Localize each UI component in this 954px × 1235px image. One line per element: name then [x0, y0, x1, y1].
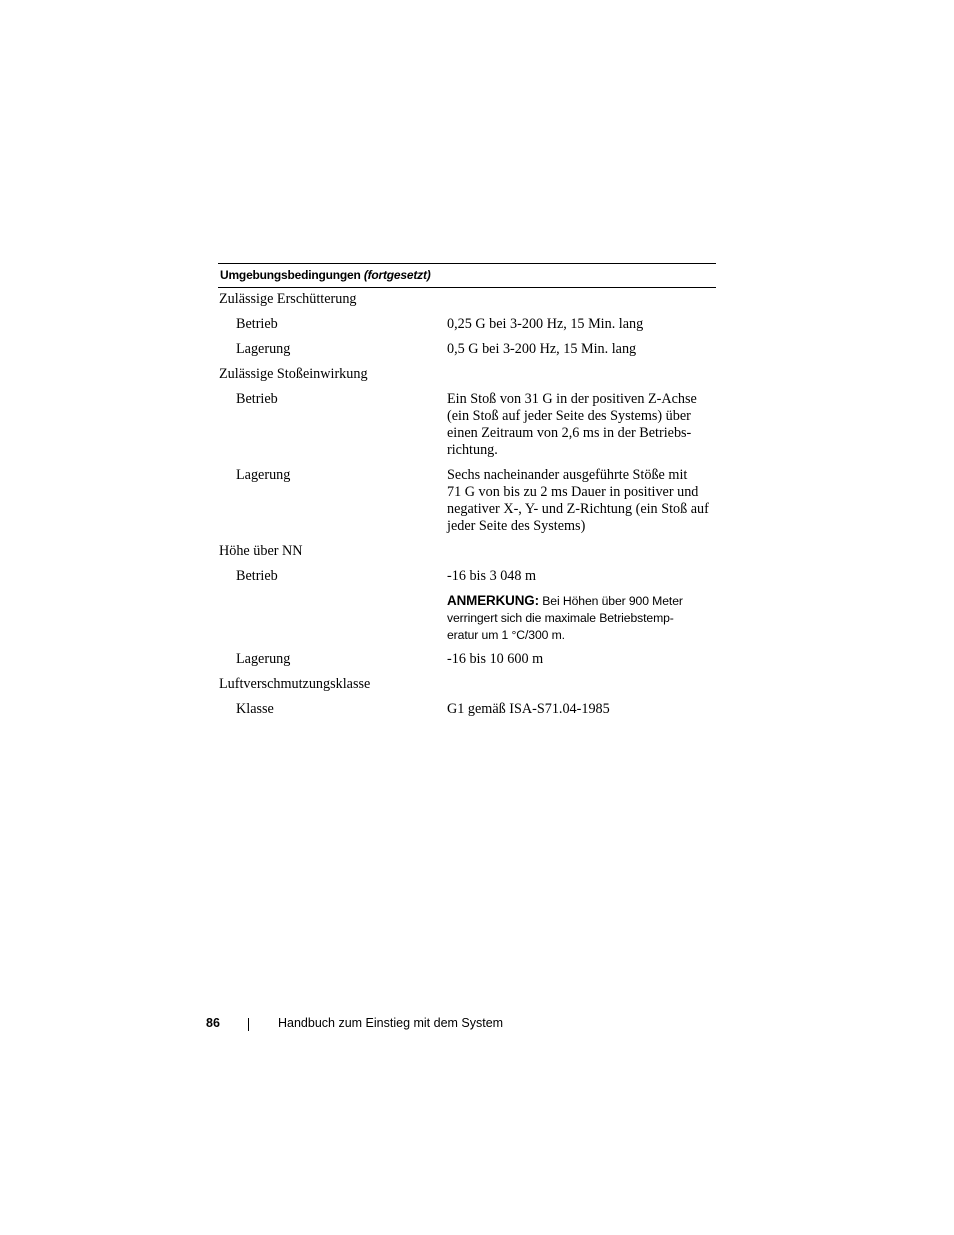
value-line: einen Zeitraum von 2,6 ms in der Betriebs-	[447, 425, 692, 441]
row-label: Lagerung	[236, 467, 291, 483]
row-label: Lagerung	[236, 341, 291, 357]
section-title-vibration: Zulässige Erschütterung	[219, 291, 357, 307]
row-value	[447, 391, 715, 459]
note-block	[447, 592, 715, 644]
note-text: Bei Höhen über 900 Meter	[542, 594, 683, 608]
value-line: 71 G von bis zu 2 ms Dauer in positiver und	[447, 484, 699, 500]
section-title-altitude: Höhe über NN	[219, 543, 303, 559]
row-value	[447, 467, 715, 535]
section-title-airborne-contaminant: Luftverschmutzungsklasse	[219, 676, 371, 692]
value-line: negativer X-, Y- und Z-Richtung (ein Stoß auf	[447, 501, 709, 517]
row-value: -16 bis 10 600 m	[447, 651, 544, 667]
row-value: 0,25 G bei 3-200 Hz, 15 Min. lang	[447, 316, 644, 332]
value-line: (ein Stoß auf jeder Seite des Systems) über	[447, 408, 691, 424]
section-title-shock: Zulässige Stoßeinwirkung	[219, 366, 368, 382]
table-title: Umgebungsbedingungen (fortgesetzt)	[220, 268, 431, 282]
value-line: jeder Seite des Systems)	[447, 518, 586, 534]
note-title: ANMERKUNG:	[447, 593, 539, 608]
footer-divider	[248, 1018, 249, 1031]
row-label: Betrieb	[236, 568, 278, 584]
note-line: eratur um 1 °C/300 m.	[447, 628, 565, 642]
row-value: -16 bis 3 048 m	[447, 568, 537, 584]
note-line: verringert sich die maximale Betriebstemp-	[447, 611, 674, 625]
footer-title: Handbuch zum Einstieg mit dem System	[278, 1016, 504, 1030]
page-number: 86	[206, 1016, 220, 1030]
row-label: Lagerung	[236, 651, 291, 667]
table-header	[218, 263, 716, 288]
row-label: Betrieb	[236, 316, 278, 332]
row-value: 0,5 G bei 3-200 Hz, 15 Min. lang	[447, 341, 637, 357]
row-label: Betrieb	[236, 391, 278, 407]
row-label: Klasse	[236, 701, 274, 717]
row-value: G1 gemäß ISA-S71.04-1985	[447, 701, 610, 717]
value-line: richtung.	[447, 442, 498, 458]
value-line: Ein Stoß von 31 G in der positiven Z-Achse	[447, 391, 697, 407]
value-line: Sechs nacheinander ausgeführte Stöße mit	[447, 467, 688, 483]
note-line	[447, 592, 715, 610]
